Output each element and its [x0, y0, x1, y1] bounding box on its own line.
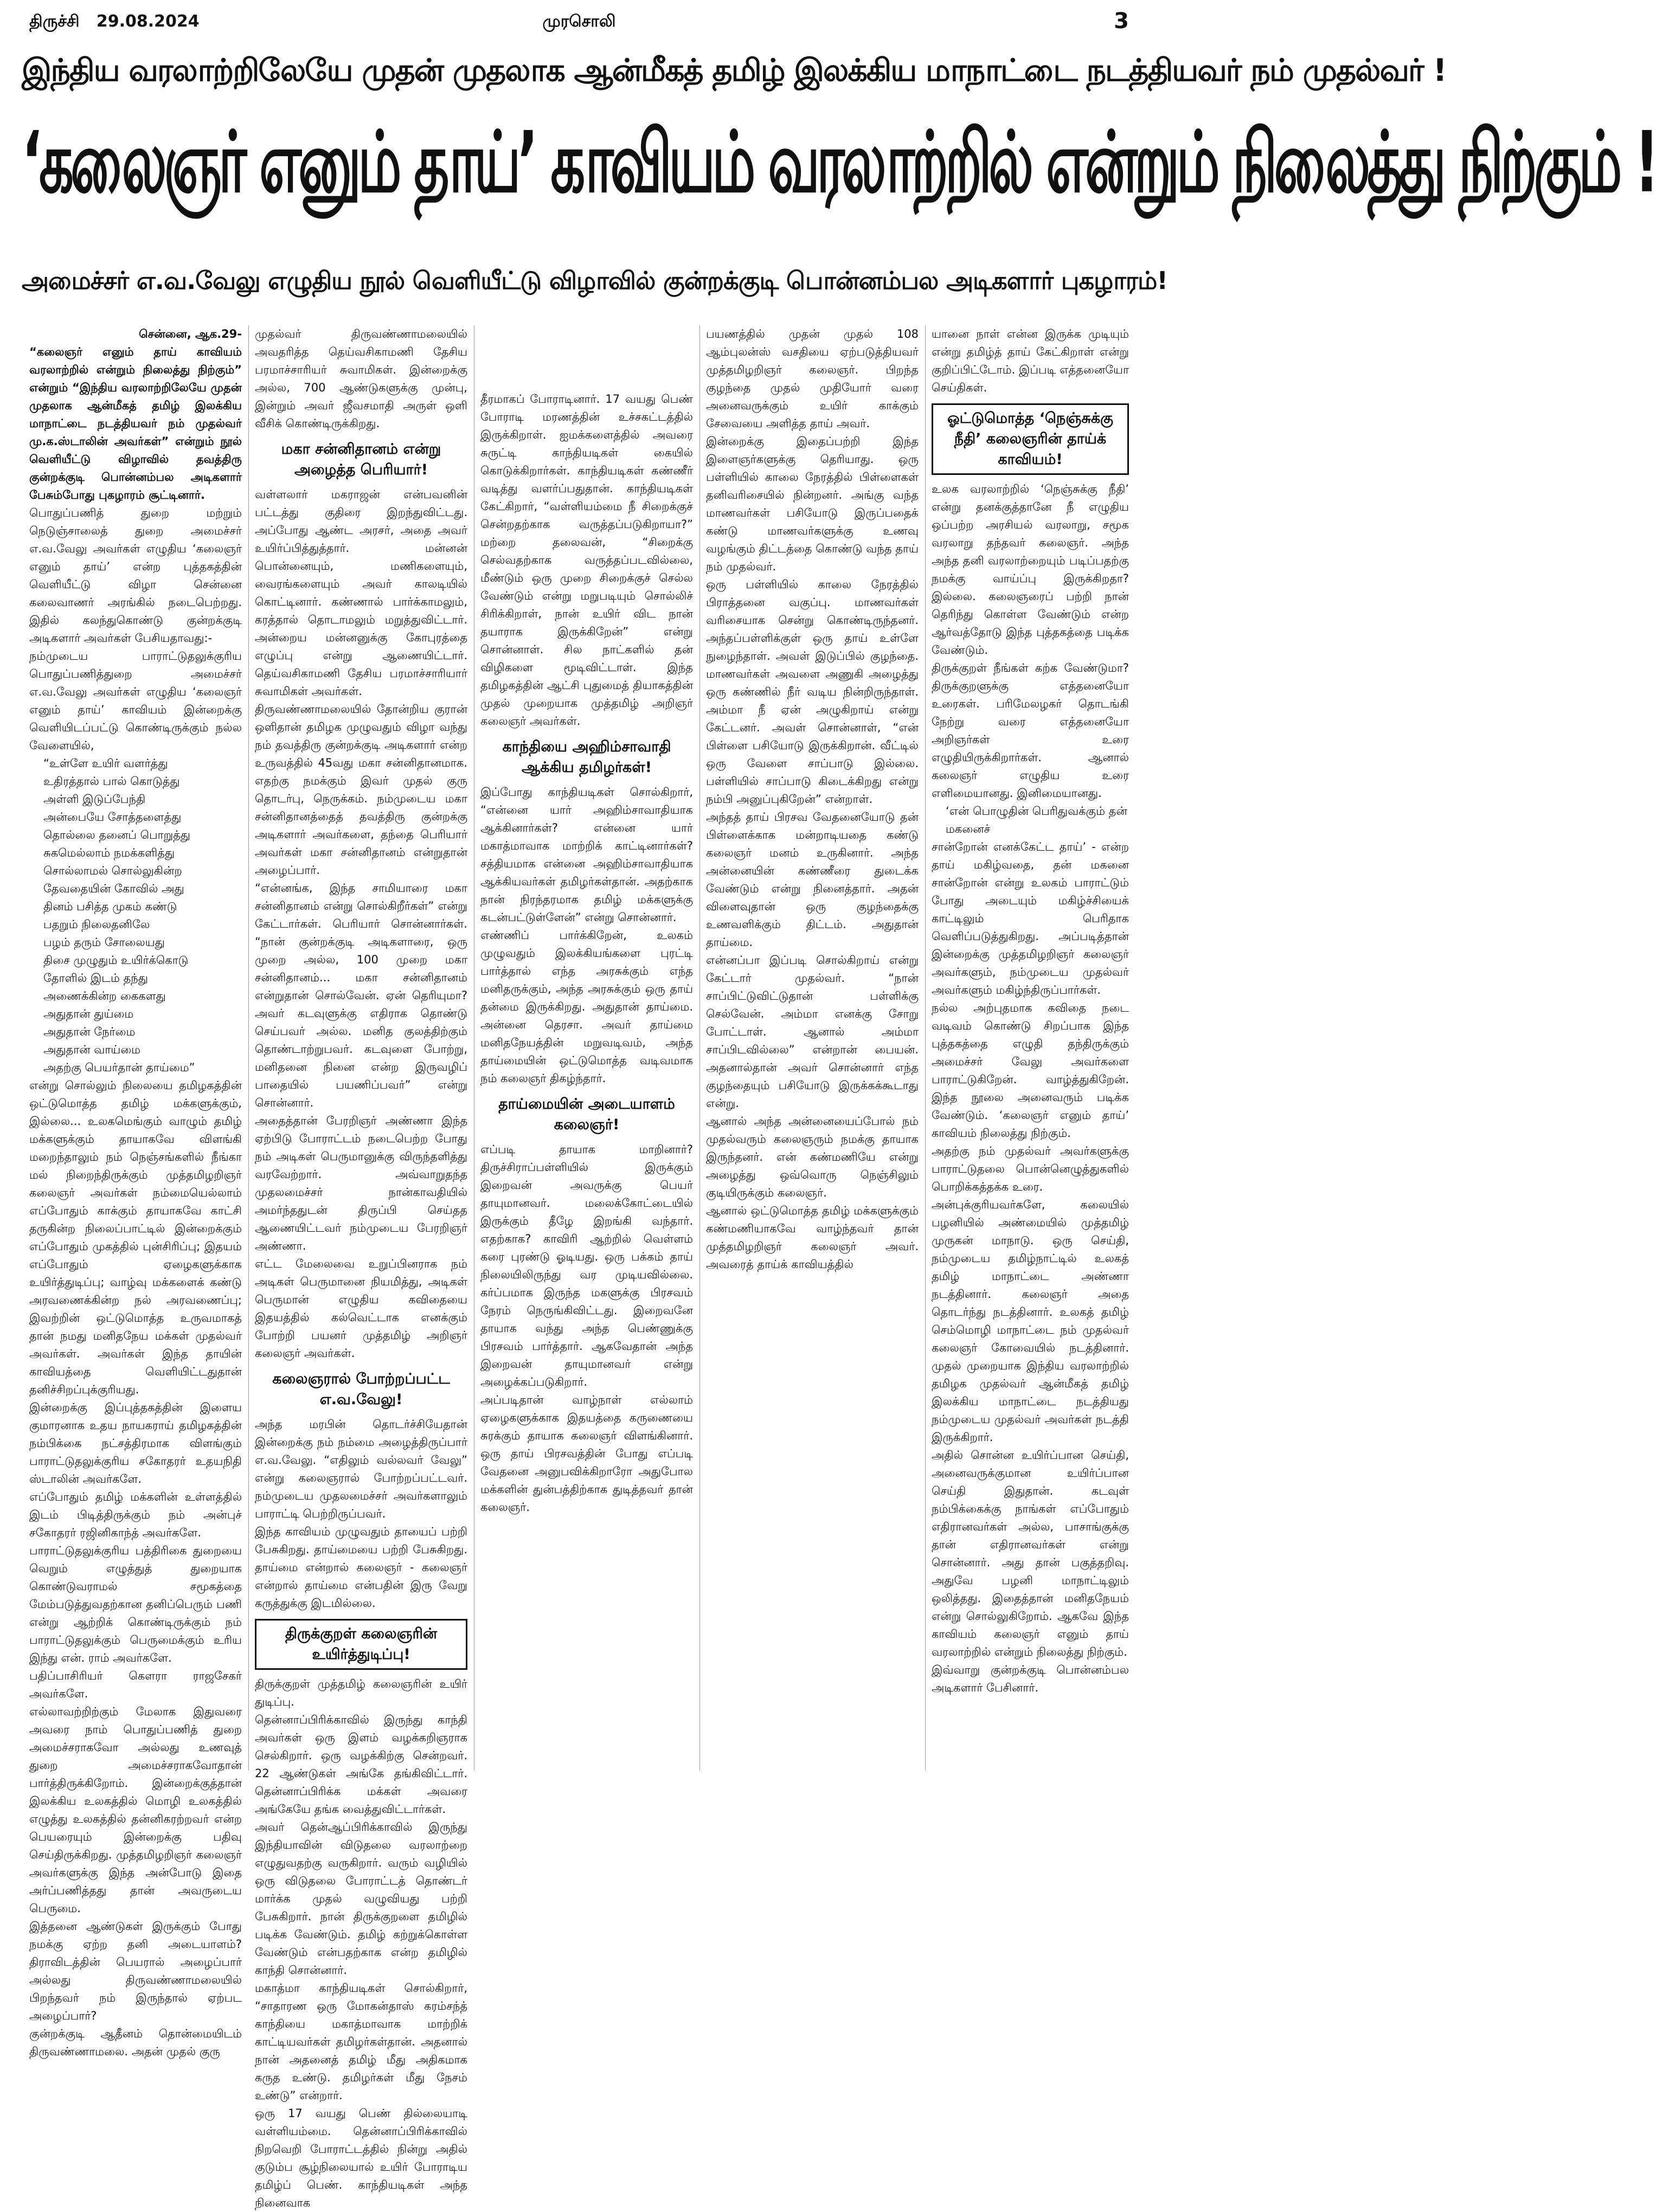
paragraph: பொதுப்பணித் துறை மற்றும் நெடுஞ்சாலைத் துறை அமைச்சர் எ.வ.வேலு அவர்கள் எழுதிய ‘கலைஞர் எனும் தாய்’ என்ற புத்தகத்தின் வெளியீட்டு விழா சென்னை கலைவாணர் அரங்கில் நடைபெற்றது. இதில் கலந்துகொண்டு குன்றக்குடி அடிகளார் அவர்கள் பேசியதாவது:-: [29, 506, 242, 645]
poem-line: உதிரத்தால் பால் கொடுத்து: [43, 775, 180, 788]
paragraph: பதிப்பாசிரியர் கௌரா ராஜசேகர் அவர்களே.: [29, 1669, 242, 1700]
article-columns: [29, 325, 1129, 2209]
subheading: காந்தியை அஹிம்சாவாதி ஆக்கிய தமிழர்கள்!: [502, 738, 671, 776]
column-3: [480, 390, 693, 1770]
main-headline: ‘கலைஞர் எனும் தாய்’ காவியம் வரலாற்றில் என்றும் நிலைத்து நிற்கும் !: [22, 113, 1656, 211]
poem-line: அள்ளி இடுப்பேந்தி: [43, 793, 146, 806]
paragraph: என்று சொல்லும் நிலையை தமிழகத்தின் ஒட்டுமொத்த தமிழ் மக்களுக்கும், இல்லை... உலகமெங்கும் வாழும் தமிழ் மக்களுக்கும் தாயாகவே விளங்கி மறைந்தாலும் நம் நெஞ்சங்களில் நீங்கா மல் நிறைந்திருக்கும் முத்தமிழறிஞர் கலைஞர் அவர்கள் நம்மையெல்லாம் எப்போதும் காக்கும் தாயாகவே காட்சி தருகின்ற நிலைப்பாட்டில் இன்றைக்கும் எப்போதும் முகத்தில் புன்சிரிப்பு; இதயம் எப்போதும் ஏழைகளுக்காக உயிர்த்துடிப்பு; வாழ்வு மக்களைக் கண்டு அரவணைக்கின்ற நல் அரவணைப்பு; இவற்றின் ஒட்டுமொத்த உருவமாகத் தான் நமது மனிதநேய மக்கள் முதல்வர் அவர்கள். அவர்கள் இந்த தாயின் காவியத்தை வெளியிட்டதுதான் தனிச்சிறப்புக்குரியது.: [29, 1079, 242, 1396]
poem-line: தேவதையின் கோவில் அது: [43, 882, 184, 895]
paragraph: அந்த மரபின் தொடர்ச்சியேதான் இன்றைக்கு நம் நம்மை அழைத்திருப்பார் எ.வ.வேலு. “எதிலும் வல்லவர் வேலு” என்று கலைஞரால் போற்றப்பட்டவர். நம்முடைய முதலமைச்சர் அவர்களாலும் பாராட்டி பெற்றிருப்பவர்.: [255, 1418, 467, 1520]
page-number: 3: [1114, 9, 1129, 34]
column-2: [255, 325, 467, 2209]
poem-line: “உள்ளே உயிர் வளர்த்து: [43, 757, 168, 770]
subheading: கலைஞரால் போற்றப்பட்ட எ.வ.வேலு!: [272, 1371, 450, 1408]
column-rule: [925, 325, 926, 1770]
paragraph: அதற்கு நம் முதல்வர் அவர்களுக்கு பாராட்டுதலை பொன்னெழுத்துகளில் பொறிக்கத்தக்க உரை.: [932, 1144, 1129, 1193]
paragraph: திருக்குறள் முத்தமிழ் கலைஞரின் உயிர் துடிப்பு.: [255, 1677, 467, 1708]
subheading-boxed: திருக்குறள் கலைஞரின் உயிர்த்துடிப்பு!: [255, 1619, 467, 1670]
poem-line: சொல்லாமல் சொல்லுகின்ற: [43, 864, 182, 877]
city: திருச்சி: [29, 12, 80, 31]
paragraph: சான்றோன் எனக்கேட்ட தாய்’ - என்ற தாய் மகிழ்வதை, தன் மகனை சான்றோன் என்று உலகம் பாராட்டும் போது அடையும் மகிழ்ச்சியைக் காட்டிலும் பெரிதாக வெளிப்படுத்துகிறது. அப்படித்தான் இன்றைக்கு முத்தமிழறிஞர் கலைஞர் அவர்களும், நம்முடைய முதல்வர் அவர்களும் மகிழ்ந்திருப்பார்கள்.: [932, 840, 1129, 996]
paragraph: முதல்வர் திருவண்ணாமலையில் அவதரித்த தெய்வசிகாமணி தேசிய பரமாச்சாரியர் சுவாமிகள். இன்றைக்கு அல்ல, 700 ஆண்டுகளுக்கு முன்பு, இன்றும் அவர் ஜீவசமாதி அருள் ஒளி வீசிக் கொண்டிருக்கிறது.: [255, 327, 467, 430]
paragraph: ஒரு பள்ளியில் காலை நேரத்தில் பிராத்தனை வகுப்பு. மாணவர்கள் வரிசையாக சென்று கொண்டிருந்தனர். அந்தப்பள்ளிக்குள் ஒரு தாய் உள்ளே நுழைந்தாள். அவள் இடுப்பில் குழந்தை. மாணவர்கள் அவளை அணுகி அழைத்து ஒரு கண்ணில் நீர் வடிய நின்றிருந்தாள். அம்மா நீ ஏன் அழுகிறாய் என்று கேட்டனர். அவள் சொன்னாள், “என் பிள்ளை பசியோடு இருக்கிறான். வீட்டில் ஒரு வேளை சாப்பாடு இல்லை. பள்ளியில் சாப்பாடு கிடைக்கிறது என்று நம்பி அனுப்புகிறேன்” என்றாள்.: [706, 578, 919, 806]
closing-line: இவ்வாறு குன்றக்குடி பொன்னம்பல அடிகளார் பேசினார்.: [932, 1663, 1129, 1694]
page-folio: [29, 9, 1129, 39]
poem-line: அன்பையே சோத்தளைத்து: [43, 811, 182, 824]
paragraph: பயணத்தில் முதன் முதல் 108 ஆம்புலன்ஸ் வசதியை ஏற்படுத்தியவர் முத்தமிழறிஞர் கலைஞர். பிறந்த குழந்தை முதல் முதியோர் வரை அனைவருக்கும் உயிர் காக்கும் சேவையை அளித்த தாய் அவர்.: [706, 327, 919, 430]
paragraph: அந்தத் தாய் பிரசவ வேதனையோடு தன் பிள்ளைக்காக மன்றாடியதை கண்டு கலைஞர் மனம் உருகினார். அந்த அன்னையின் கண்ணீரை துடைக்க வேண்டும் என்று நினைத்தார். அதன் விளைவுதான் ஒரு குழந்தைக்கு உணவளிக்கும் திட்டம். அதுதான் தாய்மை.: [706, 811, 919, 949]
paragraph: திருவண்ணாமலையில் தோன்றிய குரான் ஒளிதான் தமிழக முழுவதும் விழா வந்து நம் தவத்திரு குன்றக்குடி அடிகளார் என்ற உருவத்தில் 45வது மகா சன்னிதானமாக. எதற்கு நமக்கும் இவர் முதல் குரு தொடர்பு, நெருக்கம். நம்முடைய மகா சன்னிதானத்தைத் தவத்திரு குன்றக்கு அடிகளார் அவர்களை, தந்தை பெரியார் அவர்கள் மகா சன்னிதானம் என்றுதான் அழைப்பார்.: [255, 703, 467, 877]
paragraph: இன்றைக்கு இதைப்பற்றி இந்த இளைஞர்களுக்கு தெரியாது. ஒரு பள்ளியில் காலை நேரத்தில் பிள்ளைகள் தனிவரிசையில் நின்றனர். அங்கு வந்த மாணவர்கள் பசியோடு இருப்பதைக் கண்டு மாணவர்களுக்கு உணவு வழங்கும் திட்டத்தை கொண்டு வந்த தாய் நம் முதல்வர்.: [706, 435, 919, 573]
paragraph: எல்லாவற்றிற்கும் மேலாக இதுவரை அவரை நாம் பொதுப்பணித் துறை அமைச்சராகவோ அல்லது உணவுத் துறை அமைச்சராகவோதான் பார்த்திருக்கிறோம். இன்றைக்குத்தான் இலக்கிய உலகத்தில் மொழி உலகத்தில் எழுத்து உலகத்தில் தன்னிகரற்றவர் என்ற பெயரையும் இன்றைக்கு பதிவு செய்திருக்கிறது. முத்தமிழறிஞர் கலைஞர் அவர்களுக்கு இந்த அன்போடு இதை அர்ப்பணித்தது தான் அவருடைய பெருமை.: [29, 1705, 242, 1915]
paragraph: எப்போதும் தமிழ் மக்களின் உள்ளத்தில் இடம் பிடித்திருக்கும் நம் அன்புச் சகோதரர் ரஜினிகாந்த் அவர்களே.: [29, 1490, 242, 1539]
dateline: சென்னை, ஆக.29-: [139, 327, 242, 340]
paragraph: பாராட்டுதலுக்குரிய பத்திரிகை துறையை வெறும் எழுத்துத் துறையாக கொண்டுவராமல் சமூகத்தை மேம்படுத்துவதற்கான தனிப்பெரும் பணி என்று ஆற்றிக் கொண்டிருக்கும் நம் பாராட்டுதலுக்கும் பெருமைக்கும் உரிய இந்து என். ராம் அவர்களே.: [29, 1544, 242, 1664]
paragraph: அன்புக்குரியவர்களே, கலையில் பழனியில் அண்மையில் முத்தமிழ் முருகன் மாநாடு. ஒரு செய்தி, நம்முடைய தமிழ்நாட்டில் உலகத் தமிழ் மாநாட்டை அண்ணா நடத்தினார். கலைஞர் அதை தொடர்ந்து நடத்தினார். உலகத் தமிழ் செம்மொழி மாநாட்டை நம் முதல்வர் கலைஞர் கோவையில் நடத்தினார். முதல் முறையாக இந்திய வரலாற்றில் தமிழக முதல்வர் ஆன்மீகத் தமிழ் இலக்கிய மாநாட்டை நடத்தியது நம்முடைய முதல்வர் அவர்கள் நடத்தி இருக்கிறார்.: [932, 1198, 1129, 1444]
paragraph: தீரமாகப் போராடினார். 17 வயது பெண் போராடி மரணத்தின் உச்சகட்டத்தில் இருக்கிறாள். ஐமக்களைத்தில் அவரை சுருட்டி காந்தியடிகள் கையில் கொடுக்கிறார்கள். காந்தியடிகள் கண்ணீர் வடித்து வளர்ப்பதுதான். காந்தியடிகள் கேட்கிறார், “வள்ளியம்மை நீ சிறைக்குச் சென்றதற்காக வருத்தப்படுகிறாயா?” மற்றை தலைவன், “சிறைக்கு செல்வதற்காக வருத்தப்படவில்லை, மீண்டும் ஒரு முறை சிறைக்குச் செல்ல வேண்டும் என்று மறுபடியும் சொல்லிச் சிரிக்கிறாள், நான் உயிர் விட நான் தயாராக இருக்கிறேன்” என்று சொன்னாள். சில நாட்களில் தன் விழிகளை மூடிவிட்டாள். இந்த தமிழகத்தின் ஆட்சி புதுமைத் தியாகத்தின் முதல் முறையாக முத்தமிழ் அறிஞர் கலைஞர் அவர்கள்.: [480, 393, 693, 728]
poem-line: அணைக்கின்ற கைகளது: [43, 989, 166, 1002]
poem-line: அதுதான் நேர்மை: [43, 1025, 136, 1038]
subheading: தாய்மையின் அடையாளம் கலைஞர்!: [498, 1096, 675, 1133]
date: 29.08.2024: [96, 12, 200, 31]
quote-line: ‘என் பொழுதின் பெரிதுவக்கும் தன் மகனைச்: [946, 805, 1127, 835]
paragraph: ஆனால் ஒட்டுமொத்த தமிழ் மக்களுக்கும் கண்மணியாகவே வாழ்ந்தவர் தான் முத்தமிழறிஞர் கலைஞர் அவர். அவரைத் தாய்க் காவியத்தில்: [706, 1204, 919, 1271]
paragraph: எப்படி தாயாக மாறினார்? திருச்சிராப்பள்ளியில் இருக்கும் இறைவன் அவருக்கு பெயர் தாயுமானவர். மலைக்கோட்டையில் இருக்கும் தீழே இறங்கி வந்தார். எதற்காக? காவிரி ஆற்றில் வெள்ளம் கரை புரண்டு ஓடியது. ஒரு பக்கம் தாய் நிலையிலிருந்து வர முடியவில்லை. கர்ப்பமாக இருந்த மகளுக்கு பிரசவம் நேரம் நெருங்கிவிட்டது. இறைவனே தாயாக வந்து அந்த பெண்ணுக்கு பிரசவம் பார்த்தார். ஆகவேதான் அந்த இறைவன் தாயுமானவர் என்று அழைக்கப்படுகிறார்.: [480, 1143, 693, 1388]
paragraph: அப்படிதான் வாழ்நாள் எல்லாம் ஏழைகளுக்காக இதயத்தை கருணையை சுரக்கும் தாயாக கலைஞர் விளங்கினார். ஒரு தாய் பிரசவத்தின் போது எப்படி வேதனை அனுபவிக்கிறாரோ அதுபோல மக்களின் துன்பத்திற்காக துடித்தவர் தான் கலைஞர்.: [480, 1393, 693, 1514]
kicker-headline: இந்திய வரலாற்றிலேயே முதன் முதலாக ஆன்மீகத் தமிழ் இலக்கிய மாநாட்டை நடத்தியவர் நம் முதல்வர் !: [22, 53, 1446, 88]
poem-line: திசை முழுதும் உயிர்க்கொடு: [43, 954, 189, 967]
poem-line: தினம் பசித்த முகம் கண்டு: [43, 900, 177, 913]
poem-line: அதற்கு பெயர்தான் தாய்மை”: [43, 1061, 195, 1074]
deck-headline: அமைச்சர் எ.வ.வேலு எழுதிய நூல் வெளியீட்டு விழாவில் குன்றக்குடி பொன்னம்பல அடிகளார் புகழாரம்!: [22, 266, 1167, 295]
paragraph: இன்றைக்கு இப்புத்தகத்தின் இளைய குமாரனாக உதய நாயகராய் தமிழகத்தின் நம்பிக்கை நட்சத்திரமாக விளங்கும் பாராட்டுதலுக்குரிய சகோதரர் உதயநிதி ஸ்டாலின் அவர்களே.: [29, 1401, 242, 1486]
paragraph: உலக வரலாற்றில் ‘நெஞ்சுக்கு நீதி’ என்று தனக்குத்தானே நீ எழுதிய ஒப்பற்ற அரசியல் வரலாறு, சமூக வரலாறு தந்தவர் கலைஞர். அந்த அந்த தனி வரலாற்றையும் படிப்பதற்கு நமக்கு வாய்ப்பு இருக்கிறதா? இல்லை. கலைஞரைப் பற்றி நான் தெரிந்து கொள்ள வேண்டும் என்ற ஆர்வத்தோடு இந்த புத்தகத்தை படிக்க வேண்டும்.: [932, 483, 1129, 657]
paragraph: அவர் தென்ஆப்பிரிக்காவில் இருந்து இந்தியாவின் விடுதலை வரலாற்றை எழுதுவதற்கு வருகிறார். வரும் வழியில் ஒரு விடுதலை போராட்டத் தொண்டர் மார்க்க முதல் வழுவியது பற்றி பேசுகிறார். நான் திருக்குறளை தமிழில் படிக்க வேண்டும். தமிழ் கற்றுக்கொள்ள வேண்டும் என்பதற்காக என்ற தமிழில் காந்தி சொன்னார்.: [255, 1821, 467, 1977]
poem-line: தொல்லை தனைப் பொறுத்து: [43, 828, 191, 841]
poem-line: பழம் தரும் சோலையது: [43, 936, 165, 949]
paragraph: திருக்குறள் நீங்கள் கற்க வேண்டுமா? திருக்குறளுக்கு எத்தனையோ உரைகள். பரிமேலழகர் தொடங்கி நேற்று வரை எத்தனையோ அறிஞர்கள் உரை எழுதியிருக்கிறார்கள். ஆனால் கலைஞர் எழுதிய உரை எளிமையானது. இனிமையானது.: [932, 661, 1129, 800]
subheading-boxed: ஓட்டுமொத்த ‘நெஞ்சுக்கு நீதி’ கலைஞரின் தாய்க் காவியம்!: [932, 403, 1129, 475]
paragraph: இந்த காவியம் முழுவதும் தாயைப் பற்றி பேசுகிறது. தாய்மையை பற்றி பேசுகிறது. தாய்மை என்றால் கலைஞர் - கலைஞர் என்றால் தாய்மை என்பதின் இரு வேறு கருத்துக்கு இடமில்லை.: [255, 1525, 467, 1610]
poem-line: சுகமெல்லாம் நமக்களித்து: [43, 846, 175, 859]
paper-name: முரசொலி: [542, 12, 616, 31]
paragraph: எட்ட மேலைவை உறுப்பினராக நம் அடிகள் பெருமானை நியமித்து, அடிகள் பெருமான் எழுதிய கவிதையை இதயத்தில் கல்வெட்டாக எனக்கும் போற்றி பயனர் முத்தமிழ் அறிஞர் கலைஞர் அவர்கள்.: [255, 1257, 467, 1360]
paragraph: யானை நாள் என்ன இருக்க முடியும் என்று தமிழ்த் தாய் கேட்கிறாள் என்று குறிப்பிட்டோம். இப்படி எத்தனையோ செய்திகள்.: [932, 327, 1129, 394]
paragraph: நம்முடைய பாராட்டுதலுக்குரிய பொதுப்பணித்துறை அமைச்சர் எ.வ.வேலு அவர்கள் எழுதிய ‘கலைஞர் எனும் தாய்’ காவியம் இன்றைக்கு வெளியிடப்பட்டு கொண்டிருக்கும் நல்ல வேளையில்,: [29, 650, 242, 752]
column-1: [29, 325, 242, 2058]
paragraph: குன்றக்குடி ஆதீனம் தொன்மையிடம் திருவண்ணாமலை. அதன் முதல் குரு: [29, 2027, 242, 2058]
poem-line: தோளில் இடம் தந்து: [43, 972, 148, 985]
paragraph: மகாத்மா காந்தியடிகள் சொல்கிறார், “சாதாரண ஒரு மோகன்தாஸ் கரம்சந்த் காந்தியை மகாத்மாவாக மாற்றிக் காட்டியவர்கள் தமிழர்கள்தான். அதனால் நான் அதனைத் தமிழ் மீது அதிகமாக கருத உண்டு. தமிழர்கள் மீது நேசம் உண்டு” என்றார்.: [255, 1982, 467, 2102]
paragraph: ஆனால் அந்த அன்னையைப்போல் நம் முதல்வரும் கலைஞரும் நமக்கு தாயாக இருந்தனர். என் கண்மணியே என்று அழைத்து ஒவ்வொரு நெஞ்சிலும் குடியிருக்கும் கலைஞர்.: [706, 1115, 919, 1199]
paragraph: வள்ளலார் மகராஜன் என்பவனின் பட்டத்து குதிரை இறந்துவிட்டது. அப்போது ஆண்ட அரசர், அதை அவர் உயிர்ப்பித்துத்தார். மன்னன் பொன்னையும், மணிகளையும், வைரங்களையும் அவர் காலடியில் கொட்டினார். கண்ணால் பார்க்காமலும், கரத்தால் தொடாமலும் மறுத்துவிட்டார். அன்றைய மன்னனுக்கு கோபுரத்தை எழுப்பு என்று ஆணையிட்டார். தெய்வசிகாமணி தேசிய பரமாச்சாரியார் சுவாமிகள் அவர்கள்.: [255, 488, 467, 698]
paragraph: இத்தனை ஆண்டுகள் இருக்கும் போது நமக்கு ஏற்ற தனி அடையாளம்? திராவிடத்தின் பெயரால் அழைப்பார் அல்லது திருவண்ணாமலையில் பிறந்தவர் நம் இருந்தால் ஏற்பட அழைப்பார்?: [29, 1920, 242, 2022]
paragraph: நல்ல அற்புதமாக கவிதை நடை வடிவம் கொண்டு சிறப்பாக இந்த புத்தகத்தை எழுதி தந்திருக்கும் அமைச்சர் வேலு அவர்களை பாராட்டுகிறேன். வாழ்த்துகிறேன். இந்த நூலை அனைவரும் படிக்க வேண்டும். ‘கலைஞர் எனும் தாய்’ காவியம் நிலைத்து நிற்கும்.: [932, 1001, 1129, 1140]
poem: [29, 755, 242, 1077]
paragraph: இப்போது காந்தியடிகள் சொல்கிறார், “என்னை யார் அஹிம்சாவாதியாக ஆக்கினார்கள்? என்னை யார் மகாத்மாவாக மாற்றிக் காட்டினார்கள்? சத்தியமாக என்னை அஹிம்சாவாதியாக ஆக்கியவர்கள் தமிழர்கள்தான். அதற்காக நான் நிரந்தரமாக தமிழ் மக்களுக்கு கடன்பட்டுள்ளேன்” என்று சொன்னார்.: [480, 786, 693, 924]
poem-line: பதறும் நிலைதனிலே: [43, 918, 150, 931]
paragraph: எண்ணிப் பார்க்கிறேன், உலகம் முழுவதும் இலக்கியங்களை புரட்டி பார்த்தால் எந்த அரசுக்கும் எந்த மனிதருக்கும், அந்த அரசுக்கும் ஒரு தாய் தன்மை இருக்கிறது. அதுதான் தாய்மை. அன்னை தெரசா. அவர் தாய்மை மனிதநேயத்தின் மறுவடிவம், அந்த தாய்மையின் ஒட்டுமொத்த வடிவமாக நம் கலைஞர் திகழ்ந்தார்.: [480, 929, 693, 1085]
poem-line: அதுதான் வாய்மை: [43, 1043, 141, 1056]
column-rule: [248, 325, 249, 1770]
paragraph: அதில் சொன்ன உயிர்ப்பான செய்தி, அனைவருக்குமான உயிர்ப்பான செய்தி இதுதான். கடவுள் நம்பிக்கைக்கு நாங்கள் எப்போதும் எதிரானவர்கள் அல்ல, பாசாங்குக்கு தான் எதிரானவர்கள் என்று சொன்னார். அது தான் பகுத்தறிவு. அதுவே பழனி மாநாட்டிலும் ஒலித்தது. இதைத்தான் மனிதநேயம் என்று சொல்லுகிறோம். ஆகவே இந்த காவியம் கலைஞர் எனும் தாய் வரலாற்றில் என்றும் நிலைத்து நிற்கும்.: [932, 1449, 1129, 1658]
subheading: மகா சன்னிதானம் என்று அழைத்த பெரியார்!: [281, 441, 441, 478]
poem-line: அதுதான் துய்மை: [43, 1007, 134, 1020]
paragraph: அதைத்தான் பேரறிஞர் அண்ணா இந்த ஏற்பிடு போராட்டம் நடைபெற்ற போது நம் அடிகள் பெருமானுக்கு விருந்தளித்து வரவேற்றார். அவ்வாறுதந்த முதலமைச்சர் நான்காவதியில் அமர்ந்ததுடன் திருப்பி செய்தத ஆணையிட்டவர் நம்முடைய பேரறிஞர் அண்ணா.: [255, 1114, 467, 1252]
paragraph: “என்னங்க, இந்த சாமியாரை மகா சன்னிதானம் என்று சொல்கிறீர்கள்” என்று கேட்டார்கள். பெரியார் சொன்னார்கள். “நான் குன்றக்குடி அடிகளாரை, ஒரு முறை அல்ல, 100 முறை மகா சன்னிதானம்... மகா சன்னிதானம் என்றுதான் சொல்வேன். ஏன் தெரியுமா? அவர் கடவுளுக்கு எதிராக தொண்டு செய்பவர் அல்ல. மனித குலத்திற்கும் தொண்டாற்றுபவர். கடவுளை போற்று, மனிதனை நினை என்ற இருவழிப் பாதையில் பயணிப்பவர்” என்று சொன்னார்.: [255, 882, 467, 1109]
paragraph: என்னப்பா இப்படி சொல்கிறாய் என்று கேட்டார் முதல்வர். “நான் சாப்பிட்டுவிட்டுதான் பள்ளிக்கு செல்வேன். அம்மா எனக்கு சோறு போட்டாள். ஆனால் அம்மா சாப்பிடவில்லை” என்றான் பையன். அதனால்தான் அவர் சொன்னார் எந்த குழந்தையும் பசியோடு இருக்கக்கூடாது என்று.: [706, 954, 919, 1110]
column-5: [932, 325, 1129, 1770]
lead-paragraph: “கலைஞர் எனும் தாய் காவியம் வரலாற்றில் என்றும் நிலைத்து நிற்கும்” என்றும் “இந்திய வரலாற்றிலேயே முதன் முதலாக ஆன்மீகத் தமிழ் இலக்கிய மாநாட்டை நடத்தியவர் நம் முதல்வர் மு.க.ஸ்டாலின் அவர்கள்” என்றும் நூல் வெளியீட்டு விழாவில் தவத்திரு குன்றக்குடி பொன்னம்பல அடிகளார் பேசும்போது புகழாரம் சூட்டினார்.: [29, 345, 242, 501]
column-4: [706, 325, 919, 1770]
column-rule: [699, 325, 700, 1770]
paragraph: ஒரு 17 வயது பெண் தில்லையாடி வள்ளியம்மை. தென்னாப்பிரிக்காவில் நிறவெறி போராட்டத்தில் நின்று அதில் குடும்ப சூழ்நிலையால் உயிர் போராடிய தமிழ்ப் பெண். காந்தியடிகள் அந்த நினைவாக: [255, 2107, 467, 2209]
paragraph: தென்னாப்பிரிக்காவில் இருந்து காந்தி அவர்கள் ஒரு இளம் வழக்கறிஞராக செல்கிறார். ஒரு வழக்கிற்கு சென்றவர். 22 ஆண்டுகள் அங்கே தங்கிவிட்டார். தென்னாப்பிரிக்க மக்கள் அவரை அங்கேயே தங்க வைத்துவிட்டார்கள்.: [255, 1713, 467, 1816]
